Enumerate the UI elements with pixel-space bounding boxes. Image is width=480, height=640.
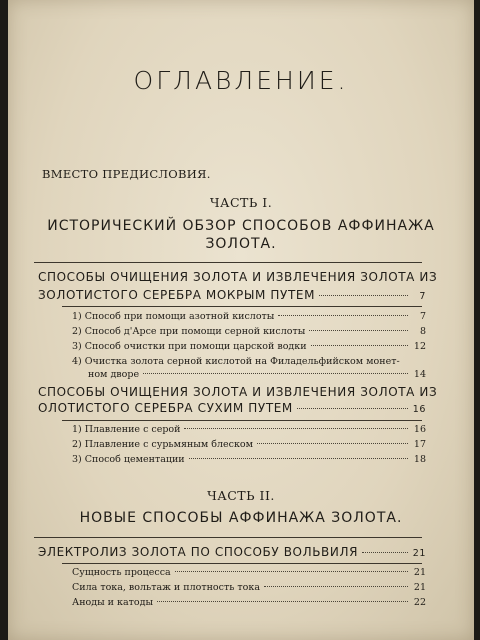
- page-number: 22: [413, 597, 426, 608]
- leader-dots: [362, 552, 408, 553]
- section2-heading-text: ОЛОТИСТОГО СЕРЕБРА СУХИМ ПУТЕМ: [38, 401, 293, 415]
- part1-heading-line2: ЗОЛОТА.: [205, 236, 277, 252]
- page-number: 16: [412, 404, 426, 415]
- page-number: 7: [419, 291, 426, 302]
- list-item: [72, 454, 426, 465]
- section2-heading-line2: [38, 401, 426, 415]
- list-item: [88, 369, 426, 380]
- section1-heading-text: ЗОЛОТИСТОГО СЕРЕБРА МОКРЫМ ПУТЕМ: [38, 288, 316, 302]
- part1-heading-line1: ИСТОРИЧЕСКИЙ ОБЗОР СПОСОБОВ АФФИНАЖА: [47, 218, 435, 234]
- list-item: [72, 439, 426, 450]
- page-number: 21: [413, 567, 426, 578]
- item-label: 1) Плавление с серой: [72, 424, 181, 435]
- preface-entry: ВМЕСТО ПРЕДИСЛОВИЯ.: [42, 167, 211, 181]
- list-item-line1: 4) Очистка золота серной кислотой на Филадельфийском монет-: [72, 356, 400, 367]
- list-item: [72, 597, 426, 608]
- item-label: ном дворе: [88, 369, 140, 380]
- list-item: [72, 567, 426, 578]
- list-item: [72, 311, 426, 322]
- item-label: Сила тока, вольтаж и плотность тока: [72, 582, 260, 593]
- leader-dots: [184, 428, 408, 429]
- part2-section1-heading: [38, 545, 426, 559]
- divider: [34, 262, 422, 263]
- section1-heading-line2: [38, 288, 426, 302]
- list-item: [72, 424, 426, 435]
- document-page: [8, 0, 474, 640]
- page-number: 18: [413, 454, 426, 465]
- item-label: Сущность процесса: [72, 567, 171, 578]
- list-item: [72, 326, 426, 337]
- page-number: 17: [413, 439, 426, 450]
- leader-dots: [157, 601, 408, 602]
- leader-dots: [278, 315, 408, 316]
- leader-dots: [175, 571, 408, 572]
- leader-dots: [297, 408, 408, 409]
- leader-dots: [311, 345, 408, 346]
- leader-dots: [257, 443, 408, 444]
- page-number: 21: [413, 582, 426, 593]
- item-label: 2) Плавление с сурьмяным блеском: [72, 439, 253, 450]
- page-number: 8: [419, 326, 426, 337]
- list-item: [72, 582, 426, 593]
- page-number: 14: [413, 369, 426, 380]
- section-heading-text: ЭЛЕКТРОЛИЗ ЗОЛОТА ПО СПОСОБУ ВОЛЬВИЛЯ: [38, 545, 359, 559]
- leader-dots: [143, 373, 408, 374]
- leader-dots: [189, 458, 408, 459]
- part2-label: ЧАСТЬ II.: [207, 488, 275, 503]
- item-label: Аноды и катоды: [72, 597, 154, 608]
- page-number: 12: [413, 341, 426, 352]
- part2-heading: НОВЫЕ СПОСОБЫ АФФИНАЖА ЗОЛОТА.: [79, 510, 403, 526]
- item-label: 3) Способ очистки при помощи царской водки: [72, 341, 307, 352]
- section1-heading-line1: СПОСОБЫ ОЧИЩЕНИЯ ЗОЛОТА И ИЗВЛЕЧЕНИЯ ЗОЛОТА ИЗ: [38, 270, 438, 284]
- page-number: 21: [412, 548, 426, 559]
- page-number: 16: [413, 424, 426, 435]
- item-label: 1) Способ при помощи азотной кислоты: [72, 311, 275, 322]
- leader-dots: [319, 295, 408, 296]
- item-label: 2) Способ д'Арсе при помощи серной кислоты: [72, 326, 306, 337]
- divider: [62, 306, 422, 307]
- item-label: 3) Способ цементации: [72, 454, 185, 465]
- part1-label: ЧАСТЬ I.: [209, 195, 273, 210]
- divider: [62, 563, 422, 564]
- page-title: ОГЛАВЛЕНИЕ.: [133, 66, 349, 95]
- leader-dots: [264, 586, 408, 587]
- list-item: [72, 341, 426, 352]
- leader-dots: [309, 330, 408, 331]
- divider: [34, 537, 422, 538]
- section2-heading-line1: СПОСОБЫ ОЧИЩЕНИЯ ЗОЛОТА И ИЗВЛЕЧЕНИЯ ЗОЛОТА ИЗ: [38, 385, 438, 399]
- page-number: 7: [419, 311, 426, 322]
- divider: [62, 420, 422, 421]
